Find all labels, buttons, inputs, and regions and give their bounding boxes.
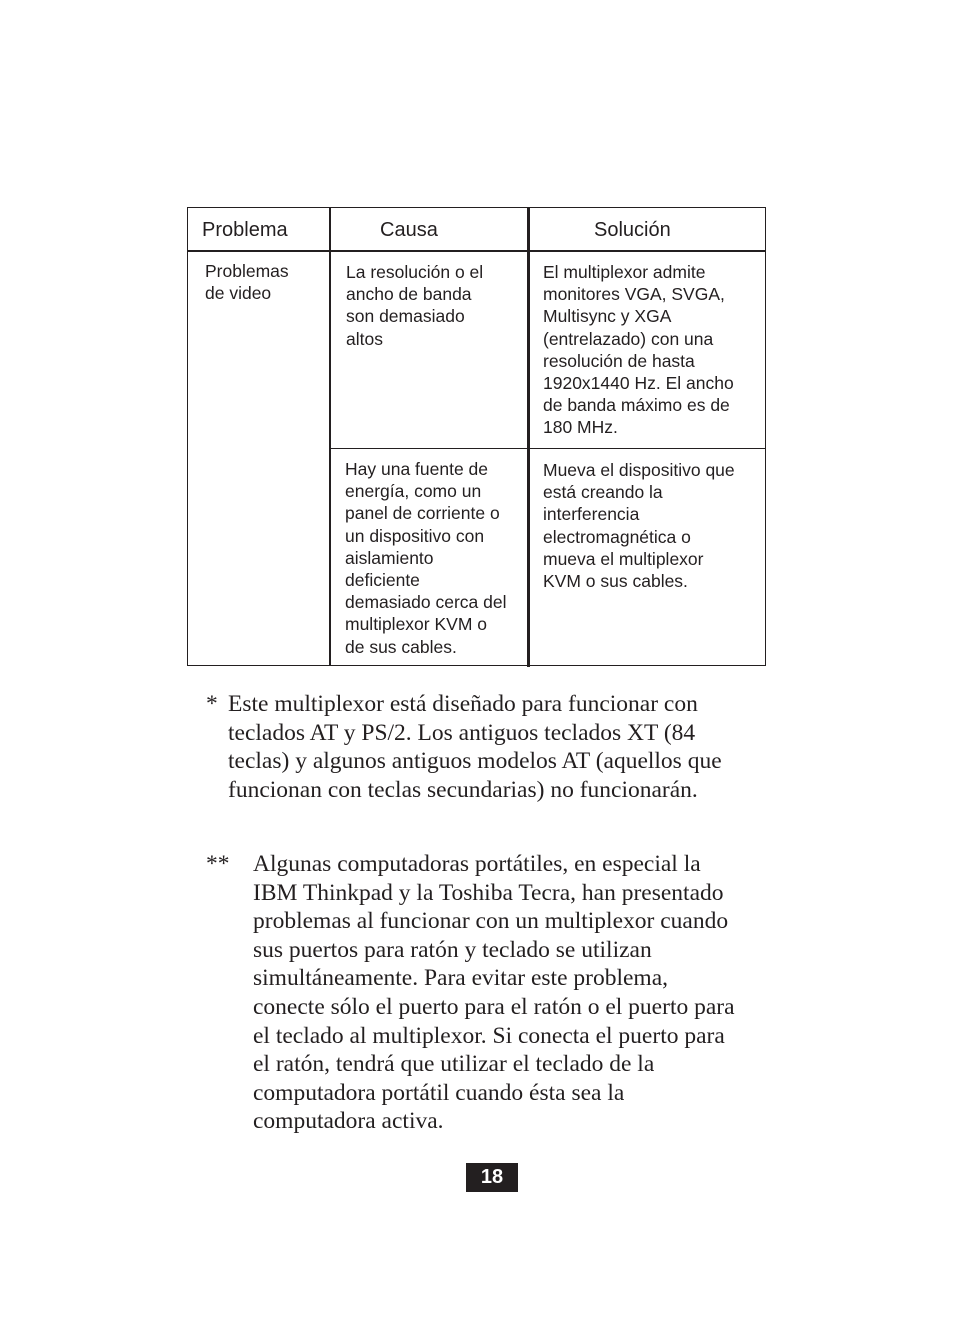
header-solucion: Solución (594, 219, 671, 241)
troubleshooting-table (187, 207, 766, 666)
page-number: 18 (466, 1163, 518, 1192)
header-problema: Problema (202, 219, 288, 241)
column-divider (329, 208, 331, 665)
footnote-text: Este multiplexor está diseñado para funcionar con teclados AT y PS/2. Los antiguos teclados XT (84 teclas) y algunos antiguos modelos AT (aquellos que funcionan con teclas secundarias) no funcionarán. (228, 691, 722, 803)
footnote-marker: ** (206, 851, 230, 877)
row-divider (330, 448, 765, 449)
footnote-marker: * (206, 691, 218, 717)
footnote-double-asterisk (206, 850, 766, 1140)
solution-cell: Mueva el dispositivo que está creando la interferencia electromagnética o mueva el multiplexor KVM o sus cables. (543, 460, 735, 592)
header-causa: Causa (380, 219, 438, 241)
cause-cell: Hay una fuente de energía, como un panel de corriente o un dispositivo con aislamiento deficiente demasiado cerca del multiplexor KVM o de sus cables. (345, 459, 507, 657)
problem-cell: Problemas de video (205, 261, 289, 304)
cause-cell: La resolución o el ancho de banda son demasiado altos (346, 262, 484, 349)
header-divider (188, 250, 765, 252)
solution-cell: El multiplexor admite monitores VGA, SVGA, Multisync y XGA (entrelazado) con una resolución de hasta 1920x1440 Hz. El ancho de banda máximo es de 180 MHz. (543, 262, 734, 438)
footnote-text: Algunas computadoras portátiles, en especial la IBM Thinkpad y la Toshiba Tecra, han presentado problemas al funcionar con un multiplexor cuando sus puertos para ratón y teclado se utilizan simultáneamente. Para evitar este problema, conecte sólo el puerto para el ratón o el puerto para el teclado al multiplexor. Si conecta el puerto para el ratón, tendrá que utilizar el teclado de la computadora portátil cuando ésta sea la computadora activa. (253, 851, 735, 1135)
column-divider (527, 208, 530, 667)
footnote-single-asterisk (206, 690, 766, 810)
